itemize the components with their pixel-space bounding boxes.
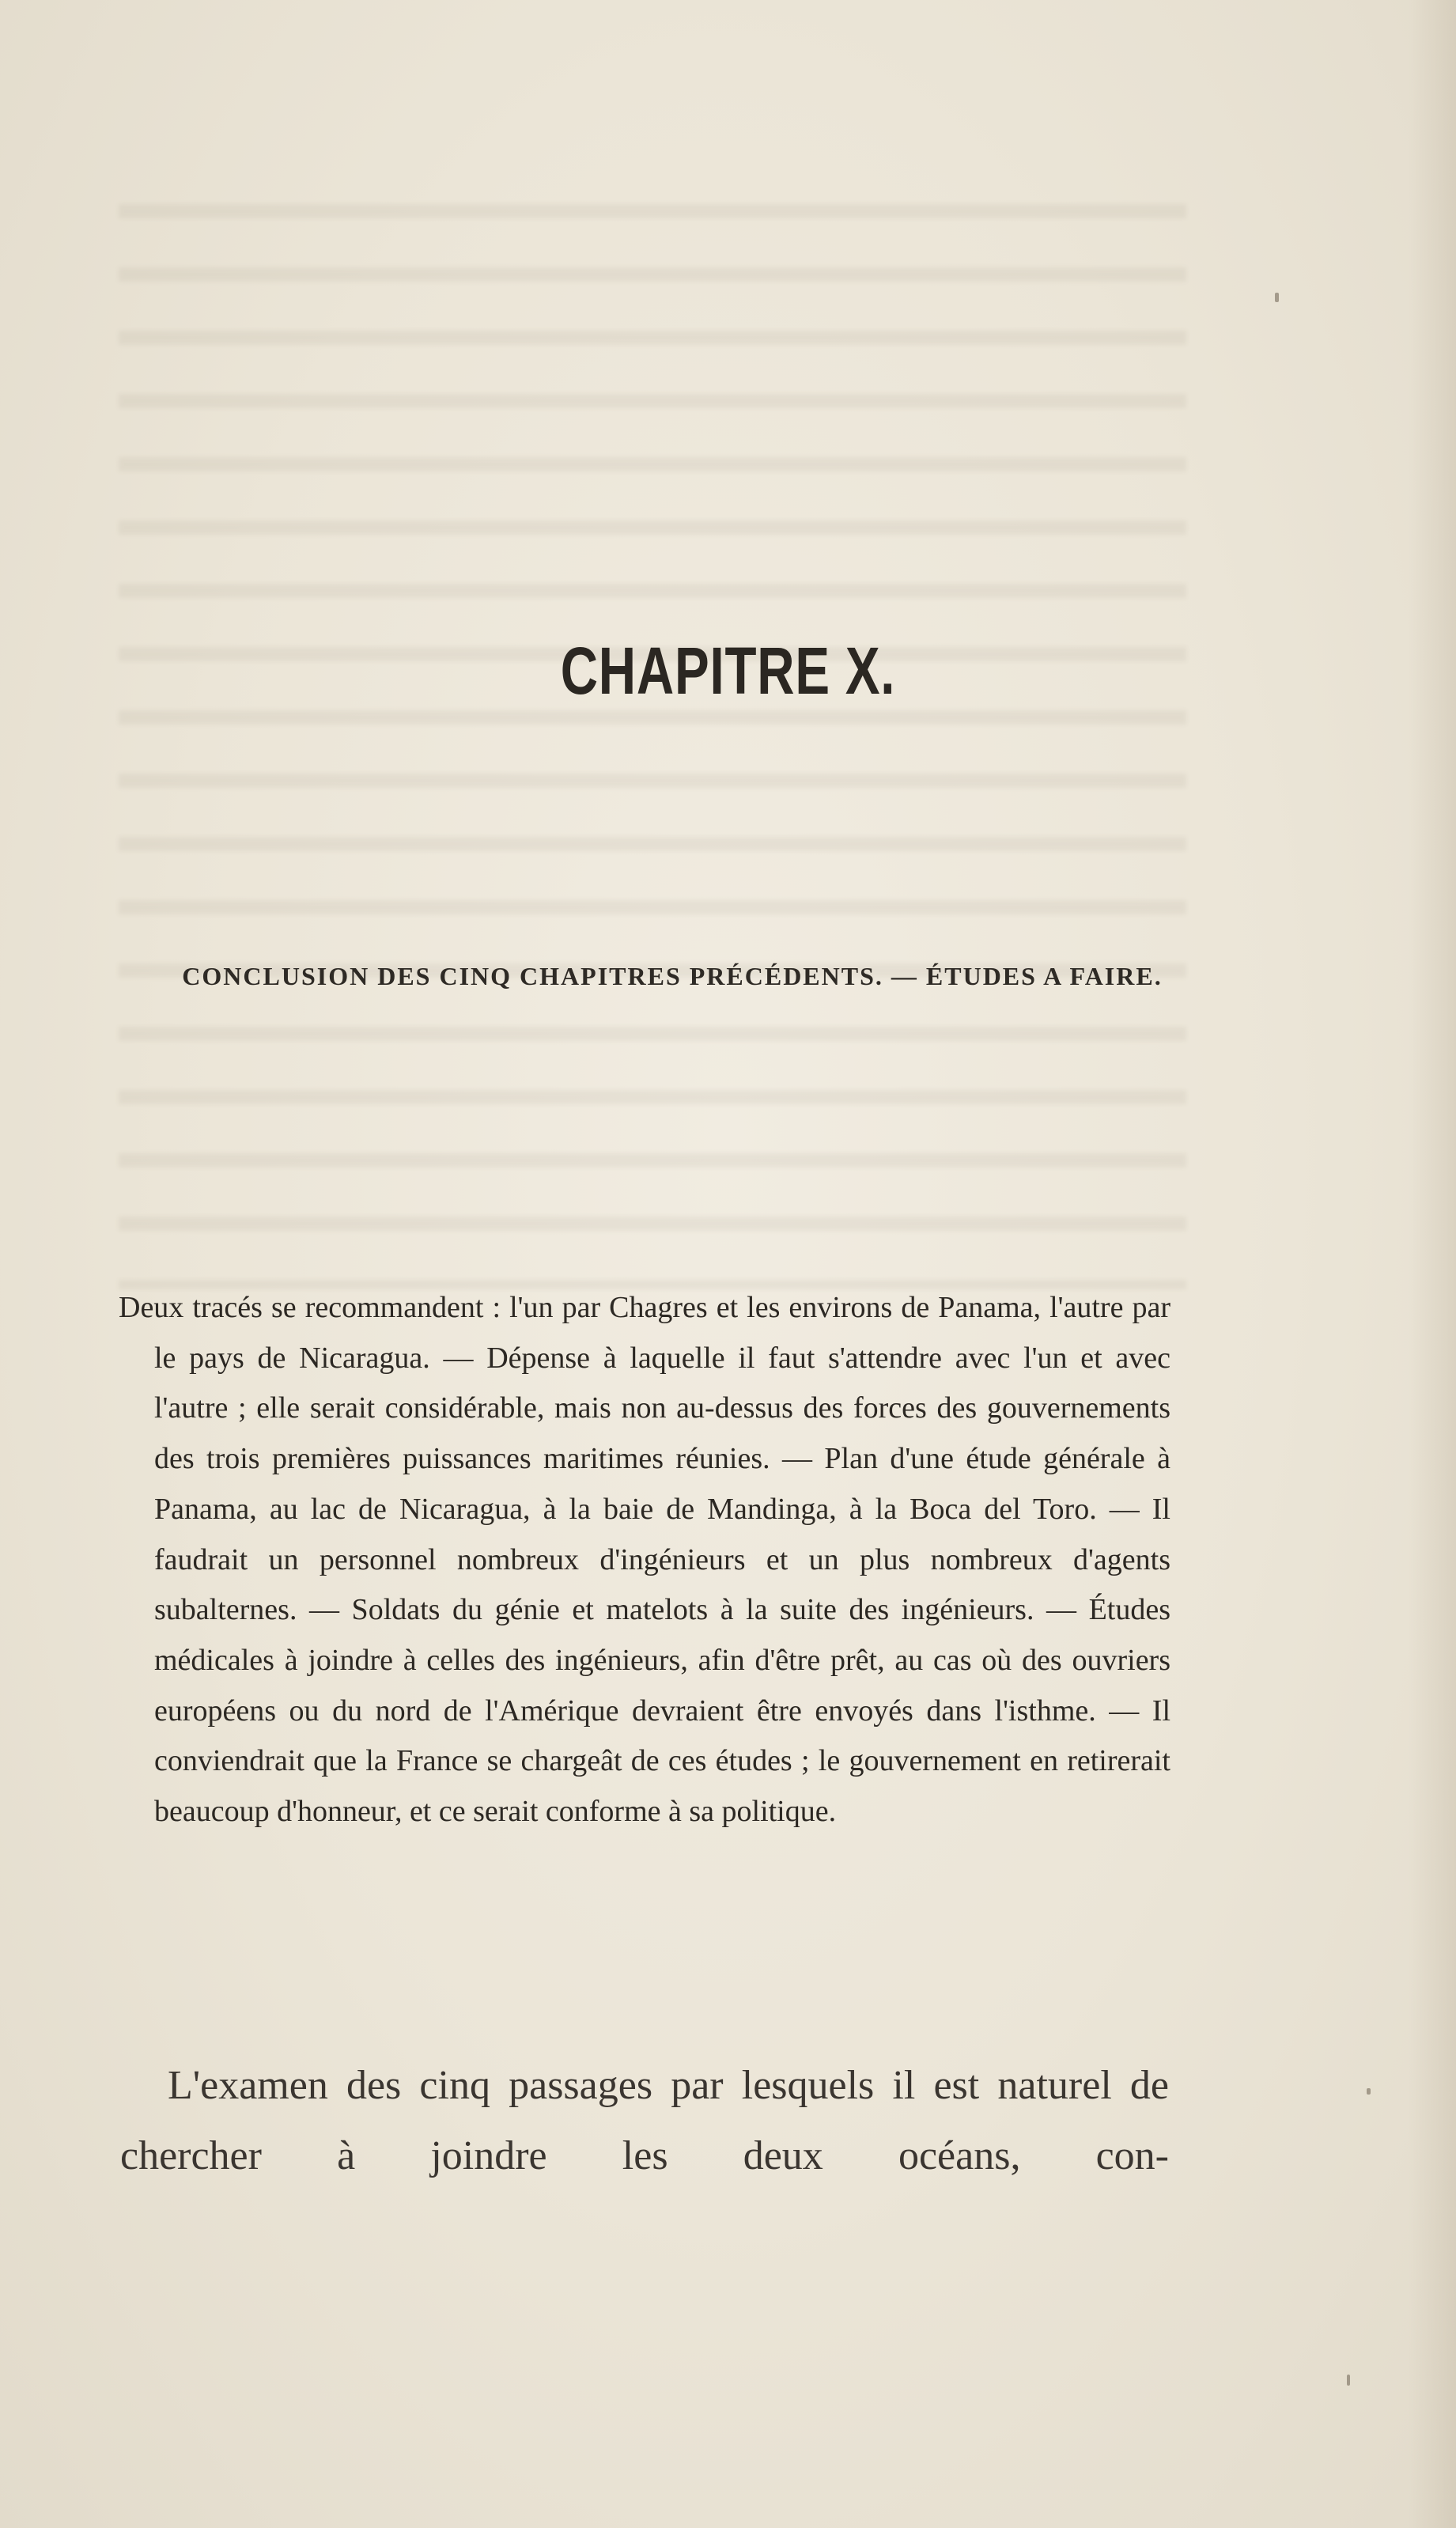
chapter-title: CHAPITRE X.: [560, 634, 896, 708]
paper-speck: [1275, 293, 1279, 302]
chapter-subtitle: CONCLUSION DES CINQ CHAPITRES PRÉCÉDENTS. — ÉTUDES A FAIRE.: [182, 962, 1163, 990]
summary-paragraph: Deux tracés se recommandent : l'un par Chagres et les environs de Panama, l'autre par le pays de Nicaragua. — Dépense à laquelle il faut s'attendre avec l'un et avec l'autre ; elle serait considérable, mais non au-dessus des forces des gouvernements des trois premières puissances maritimes réunies. — Plan d'une étude générale à Panama, au lac de Nicaragua, à la baie de Mandinga, à la Boca del Toro. — Il faudrait un personnel nombreux d'ingénieurs et un plus nombreux d'agents subalternes. — Soldats du génie et matelots à la suite des ingénieurs. — Études médicales à joindre à celles des ingénieurs, afin d'être prêt, au cas où des ouvriers européens ou du nord de l'Amérique devraient être envoyés dans l'isthme. — Il conviendrait que la France se chargeât de ces études ; le gouvernement en retirerait beaucoup d'honneur, et ce serait conforme à sa politique.: [119, 1291, 1170, 1829]
body-paragraph: L'examen des cinq passages par lesquels il est naturel de chercher à joindre les deux océans, con-: [120, 2063, 1169, 2178]
chapter-summary: [119, 1283, 1170, 1837]
page-edge-shadow: [1409, 0, 1456, 2528]
paper-speck: [1367, 2088, 1371, 2095]
paper-speck: [1347, 2375, 1350, 2386]
show-through: [119, 182, 1186, 1289]
body-text: [120, 2050, 1169, 2191]
